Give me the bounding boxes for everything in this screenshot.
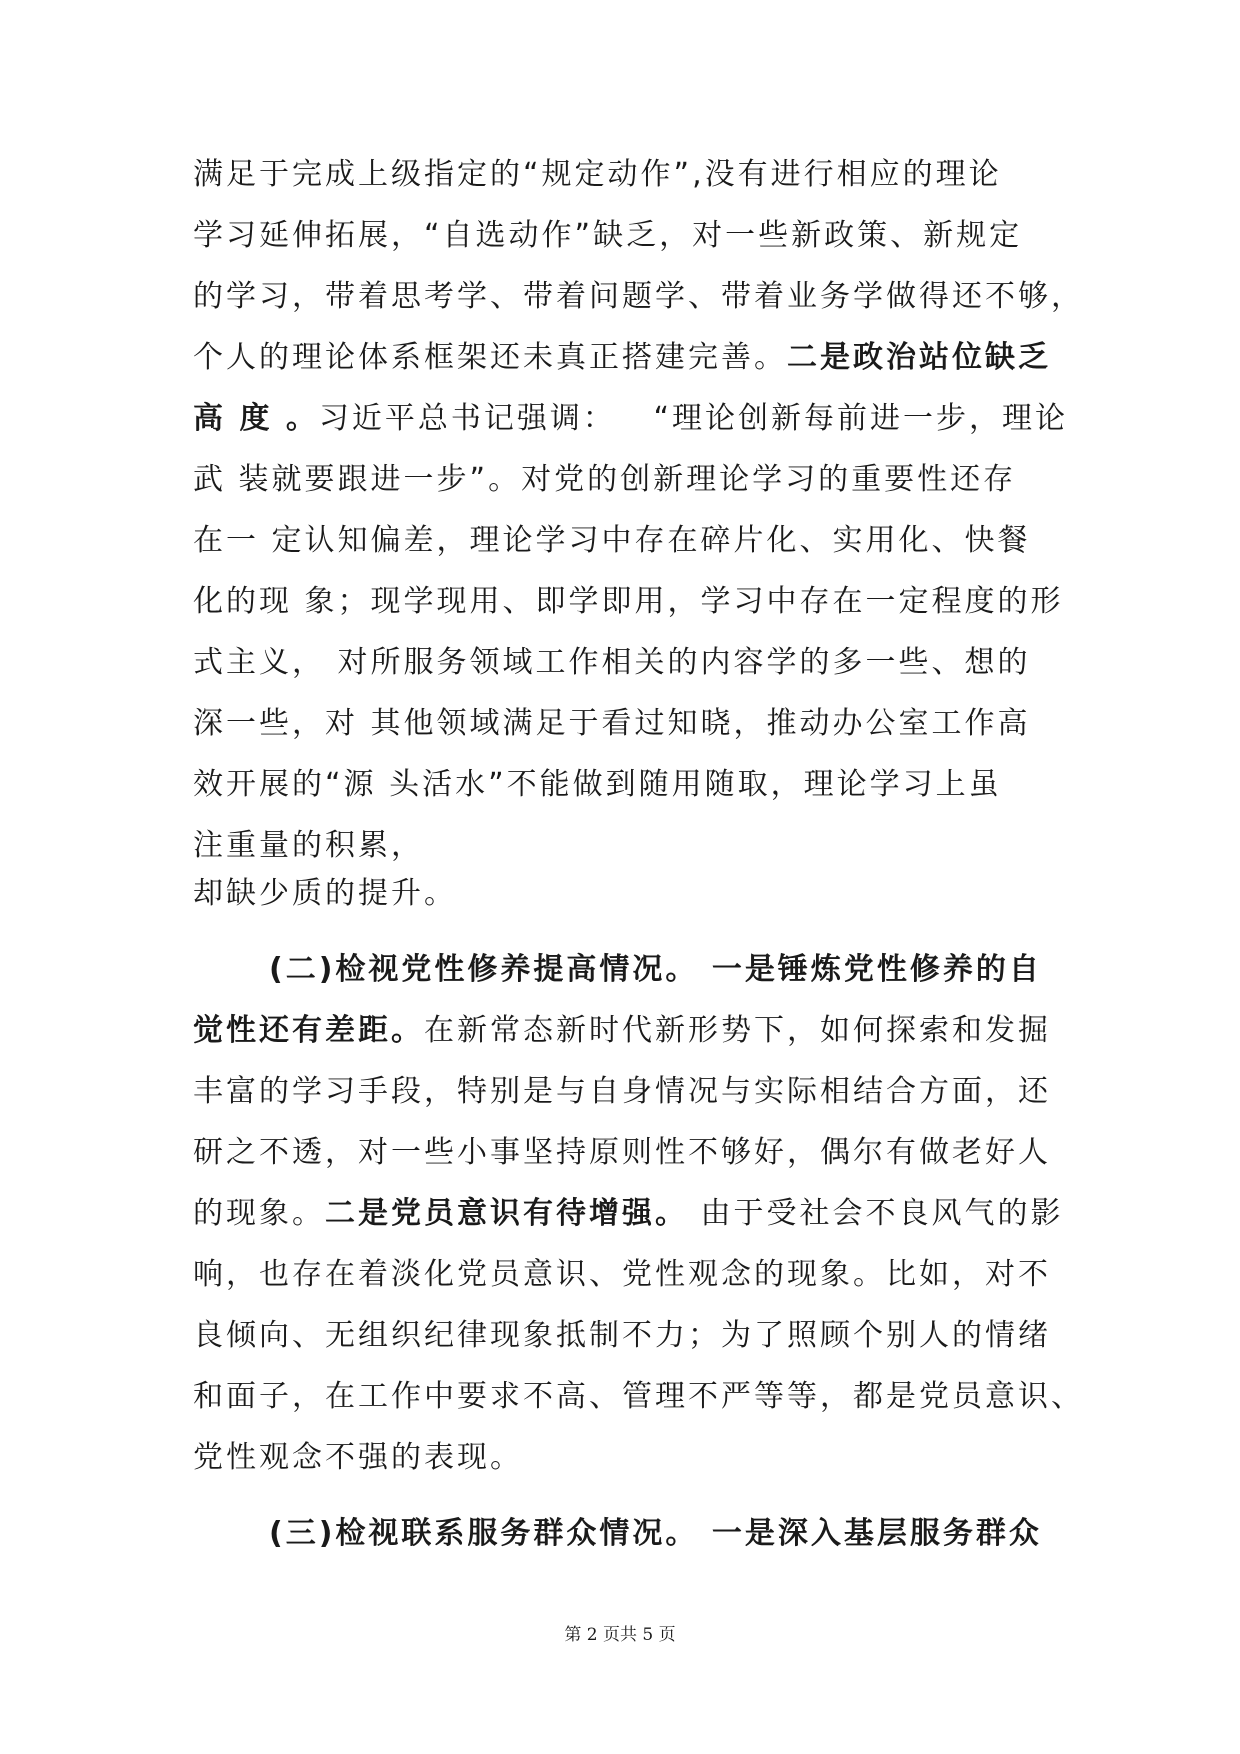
text-line: 和面子，在工作中要求不高、管理不严等等，都是党员意识、 [193,1379,1084,1414]
text-line: 式主义， 对所服务领域工作相关的内容学的多一些、想的 [193,645,1031,680]
text-line: 却缺少质的提升。 [193,876,457,911]
text-line: 党性观念不强的表现。 [193,1440,523,1475]
text-line: 的现象。二是党员意识有待增强。 由于受社会不良风气的影 [193,1196,1064,1231]
text-line: 深一些，对 其他领域满足于看过知晓，推动办公室工作高 [193,706,1031,741]
text-line: 武 装就要跟进一步”。对党的创新理论学习的重要性还存 [193,462,1017,497]
text-line: 研之不透，对一些小事坚持原则性不够好，偶尔有做老好人 [193,1135,1051,1170]
bold-heading: 高 度 。 [193,401,319,436]
text-line: 丰富的学习手段，特别是与自身情况与实际相结合方面，还 [193,1074,1051,1109]
text-line: 的学习，带着思考学、带着问题学、带着业务学做得还不够， [193,279,1084,314]
text-line: 觉性还有差距。在新常态新时代新形势下，如何探索和发掘 [193,1013,1051,1048]
text-line: 良倾向、无组织纪律现象抵制不力；为了照顾个别人的情绪 [193,1318,1051,1353]
text-line: 高 度 。习近平总书记强调： “理论创新每前进一步，理论 [193,401,1069,436]
text-line: 化的现 象；现学现用、即学即用，学习中存在一定程度的形 [193,584,1064,619]
section-heading: (二)检视党性修养提高情况。 一是锤炼党性修养的自 [269,952,1042,987]
bold-heading: 二是政治站位缺乏 [787,340,1051,375]
text-line: 学习延伸拓展，“自选动作”缺乏，对一些新政策、新规定 [193,218,1023,253]
text-line: 个人的理论体系框架还未真正搭建完善。二是政治站位缺乏 [193,340,1051,375]
text-line: 注重量的积累， [193,828,424,863]
body-text [193,157,1084,1580]
text-line: 满足于完成上级指定的“规定动作”,没有进行相应的理论 [193,157,1002,192]
page-number: 第 2 页共 5 页 [564,1625,676,1645]
bold-heading: 二是党员意识有待增强。 [325,1196,688,1231]
bold-heading: 觉性还有差距。 [193,1013,424,1048]
text-line: 效开展的“源 头活水”不能做到随用随取，理论学习上虽 [193,767,1002,802]
text-line: 在一 定认知偏差，理论学习中存在碎片化、实用化、快餐 [193,523,1031,558]
text-line: 响，也存在着淡化党员意识、党性观念的现象。比如，对不 [193,1257,1051,1292]
section-heading: (三)检视联系服务群众情况。 一是深入基层服务群众 [269,1516,1042,1551]
